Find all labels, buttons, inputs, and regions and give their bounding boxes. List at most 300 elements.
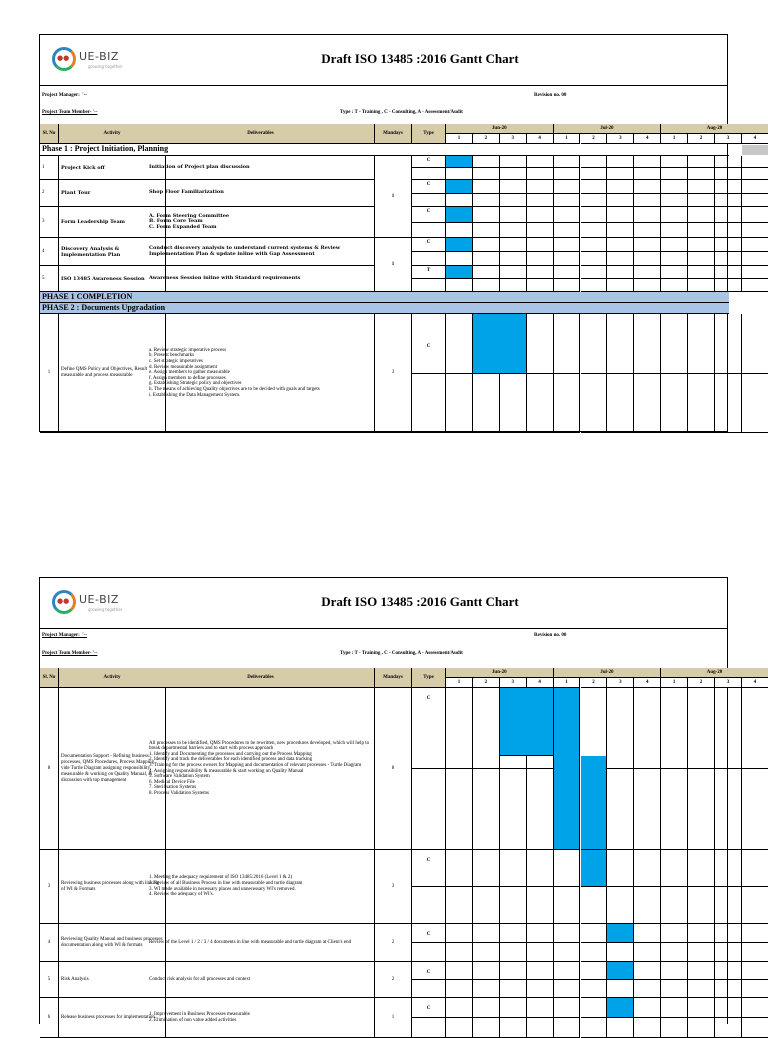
gantt-cell — [500, 194, 527, 208]
week-header: 1 — [446, 678, 473, 688]
gantt-cell — [554, 207, 581, 223]
gantt-cell — [581, 168, 608, 180]
row-mandays: 2 — [375, 962, 412, 998]
gantt-cell — [607, 252, 634, 266]
gantt-cell — [473, 980, 500, 998]
gantt-bar — [607, 924, 634, 943]
gantt-cell — [742, 252, 768, 266]
row-mandays: 1 — [375, 998, 412, 1038]
gantt-cell — [742, 168, 768, 180]
gantt-cell — [554, 156, 581, 168]
gantt-cell — [527, 194, 554, 208]
gantt-cell — [554, 238, 581, 252]
row-deliverables: Initiation of Project plan discussion — [147, 156, 375, 180]
row-deliverables: Shop Floor Familiarization — [147, 180, 375, 207]
gantt-cell — [446, 887, 473, 924]
row-activity: Risk Analysis — [59, 962, 166, 998]
gantt-cell — [715, 769, 742, 850]
row-deliverables: Conduct discovery analysis to understand current systems & Review Implementation Plan & update inline with Gap Assessment — [147, 238, 375, 266]
row-activity: Plant Tour — [59, 180, 166, 207]
row-type: C — [412, 314, 446, 433]
gantt-cell — [715, 252, 742, 266]
gantt-cell — [607, 850, 634, 887]
gantt-cell — [661, 887, 688, 924]
gantt-cell — [688, 1018, 715, 1038]
gantt-bar — [446, 180, 473, 194]
gantt-cell — [634, 266, 661, 279]
gantt-cell — [446, 314, 473, 374]
logo-name: UE-BIZ — [79, 50, 119, 63]
phase-2-title: PHASE 2 : Documents Upgradation — [40, 303, 729, 314]
month-header: Jun-20 — [446, 668, 554, 678]
gantt-bar — [581, 850, 608, 887]
gantt-cell — [527, 374, 554, 434]
week-header: 2 — [688, 678, 715, 688]
week-header: 4 — [527, 678, 554, 688]
gantt-cell — [661, 998, 688, 1018]
row-type: C — [412, 156, 446, 180]
gantt-cell — [581, 252, 608, 266]
gantt-cell — [715, 887, 742, 924]
gantt-cell — [715, 924, 742, 943]
gantt-cell — [715, 207, 742, 223]
gantt-cell — [742, 980, 768, 998]
month-header: Aug-20 — [661, 668, 768, 678]
row-deliverables: Awareness Session inline with Standard requirements — [147, 266, 375, 292]
gantt-cell — [607, 980, 634, 998]
gantt-cell — [634, 850, 661, 887]
gantt-cell — [473, 279, 500, 292]
gantt-cell — [581, 279, 608, 292]
gantt-cell — [688, 980, 715, 998]
gantt-cell — [607, 279, 634, 292]
row-deliverables: 1. Improvement in Business Processes measurable 2. Elimination of non value added activities — [147, 998, 375, 1038]
gantt-cell — [634, 980, 661, 998]
gantt-cell — [688, 223, 715, 239]
gantt-cell — [581, 207, 608, 223]
column-header-deliverables: Deliverables — [147, 124, 375, 144]
gantt-cell — [527, 924, 554, 943]
gantt-cell — [527, 207, 554, 223]
gantt-cell — [715, 194, 742, 208]
gantt-cell — [742, 156, 768, 168]
gantt-cell — [473, 252, 500, 266]
gantt-cell — [554, 223, 581, 239]
project-team: Project Team Member- '-- — [42, 110, 98, 115]
gantt-cell — [715, 998, 742, 1018]
row-number: 2 — [40, 180, 59, 207]
gantt-cell — [500, 924, 527, 943]
gantt-cell — [607, 223, 634, 239]
gantt-cell — [554, 266, 581, 279]
gantt-cell — [500, 156, 527, 168]
gantt-cell — [581, 962, 608, 980]
row-activity: Project Kick off — [59, 156, 166, 180]
row-type: T — [412, 266, 446, 292]
logo-dots-icon: ●● — [57, 54, 70, 62]
gantt-cell — [500, 998, 527, 1018]
column-header-type: Type — [412, 668, 446, 688]
gantt-cell — [554, 1018, 581, 1038]
gantt-cell — [634, 924, 661, 943]
row-activity: Discovery Analysis & Implementation Plan — [59, 238, 166, 266]
row-number: 8 — [40, 688, 59, 850]
gantt-cell — [446, 943, 473, 962]
gantt-cell — [661, 180, 688, 194]
week-header: 4 — [634, 678, 661, 688]
gantt-cell — [661, 279, 688, 292]
gantt-cell — [742, 279, 768, 292]
row-type: C — [412, 998, 446, 1038]
gantt-cell — [446, 194, 473, 208]
gantt-cell — [581, 156, 608, 168]
gantt-cell — [527, 769, 554, 850]
gantt-cell — [446, 252, 473, 266]
gantt-cell — [527, 252, 554, 266]
row-number: 4 — [40, 238, 59, 266]
gantt-cell — [527, 279, 554, 292]
row-activity: Documentation Support - Refining business processes, QMS Procedures, Process Mapping vide Turtle Diagram assigning responsibility, measurable & working on Quality Manual, & discussion with top management — [59, 688, 166, 850]
row-type: C — [412, 850, 446, 924]
gantt-cell — [742, 207, 768, 223]
gantt-cell — [607, 688, 634, 769]
gantt-cell — [634, 374, 661, 434]
gantt-cell — [607, 1018, 634, 1038]
week-header: 4 — [527, 134, 554, 144]
gantt-cell — [634, 223, 661, 239]
sheet-header — [40, 578, 727, 629]
gantt-cell — [742, 194, 768, 208]
gantt-cell — [446, 168, 473, 180]
week-header: 3 — [607, 134, 634, 144]
gantt-cell — [661, 850, 688, 887]
gantt-cell — [688, 156, 715, 168]
gantt-cell — [446, 1018, 473, 1038]
type-split-line — [412, 278, 446, 279]
gantt-cell — [634, 1018, 661, 1038]
gantt-cell — [473, 943, 500, 962]
week-header: 3 — [607, 678, 634, 688]
logo-tagline: growing together — [88, 64, 123, 69]
row-activity: ISO 13485 Awareness Session — [59, 266, 166, 292]
gantt-cell — [527, 962, 554, 980]
gantt-cell — [688, 998, 715, 1018]
gantt-cell — [527, 168, 554, 180]
gantt-cell — [581, 924, 608, 943]
gantt-cell — [661, 980, 688, 998]
gantt-cell — [634, 887, 661, 924]
gantt-cell — [473, 924, 500, 943]
gantt-cell — [607, 168, 634, 180]
gantt-bar — [581, 756, 608, 850]
gantt-cell — [500, 168, 527, 180]
week-header: 3 — [500, 134, 527, 144]
gantt-cell — [742, 924, 768, 943]
gantt-cell — [473, 998, 500, 1018]
row-mandays: 3 — [375, 314, 412, 433]
gantt-cell — [742, 850, 768, 887]
gantt-cell — [554, 998, 581, 1018]
gantt-cell — [554, 980, 581, 998]
type-legend: Type : T - Training , C - Consulting, A - Assessment/Audit — [340, 110, 463, 115]
type-split-line — [412, 979, 446, 980]
gantt-cell — [500, 238, 527, 252]
gantt-cell — [715, 962, 742, 980]
gantt-cell — [473, 769, 500, 850]
gantt-cell — [581, 266, 608, 279]
gantt-cell — [527, 887, 554, 924]
row-deliverables: Conduct risk analysis for all processes and context — [147, 962, 375, 998]
type-split-line — [412, 222, 446, 223]
gantt-cell — [661, 962, 688, 980]
gantt-cell — [581, 238, 608, 252]
type-split-line — [412, 768, 446, 769]
gantt-cell — [634, 279, 661, 292]
row-type: C — [412, 207, 446, 238]
week-header: 2 — [688, 134, 715, 144]
gantt-cell — [554, 252, 581, 266]
week-header: 1 — [446, 134, 473, 144]
gantt-cell — [634, 194, 661, 208]
type-legend: Type : T - Training , C - Consulting, A - Assessment/Audit — [340, 651, 463, 656]
week-header: 4 — [634, 134, 661, 144]
gantt-cell — [500, 252, 527, 266]
gantt-cell — [473, 238, 500, 252]
gantt-cell — [581, 374, 608, 434]
gantt-cell — [607, 314, 634, 374]
gantt-cell — [554, 314, 581, 374]
gantt-cell — [742, 943, 768, 962]
type-split-line — [412, 373, 446, 374]
gantt-cell — [661, 223, 688, 239]
gantt-bar — [446, 207, 473, 223]
gantt-cell — [715, 688, 742, 769]
gantt-cell — [661, 207, 688, 223]
gantt-cell — [715, 374, 742, 434]
gantt-grid-2 — [40, 668, 757, 1025]
gantt-cell — [688, 769, 715, 850]
gantt-cell — [661, 194, 688, 208]
gantt-cell — [473, 266, 500, 279]
type-split-line — [412, 886, 446, 887]
gantt-cell — [500, 962, 527, 980]
gantt-cell — [500, 279, 527, 292]
gantt-cell — [634, 180, 661, 194]
gantt-cell — [446, 769, 473, 850]
week-header: 2 — [581, 134, 608, 144]
gantt-bar — [500, 688, 554, 756]
gantt-cell — [473, 688, 500, 769]
gantt-cell — [473, 194, 500, 208]
gantt-cell — [500, 850, 527, 887]
gantt-cell — [742, 688, 768, 769]
gantt-cell — [607, 887, 634, 924]
type-split-line — [412, 193, 446, 194]
gantt-cell — [554, 180, 581, 194]
gantt-cell — [715, 943, 742, 962]
gantt-cell — [742, 769, 768, 850]
gantt-cell — [688, 962, 715, 980]
gantt-bar — [446, 156, 473, 168]
week-header: 3 — [715, 134, 742, 144]
gantt-cell — [742, 1018, 768, 1038]
row-deliverables: Review of the Level 1 / 2 / 3 / 4 documents in line with measurable and turtle diagram at Client's end — [147, 924, 375, 962]
gantt-cell — [500, 374, 527, 434]
gantt-cell — [661, 266, 688, 279]
gantt-cell — [607, 207, 634, 223]
gantt-cell — [688, 194, 715, 208]
gantt-cell — [715, 980, 742, 998]
row-number: 6 — [40, 998, 59, 1038]
column-header-activity: Activity — [59, 668, 166, 688]
gantt-cell — [742, 238, 768, 252]
phase-1-title: Phase 1 : Project Initiation, Planning — [40, 144, 729, 156]
gantt-cell — [527, 943, 554, 962]
gantt-cell — [742, 314, 768, 374]
gantt-cell — [634, 769, 661, 850]
gantt-cell — [473, 850, 500, 887]
gantt-cell — [527, 314, 554, 374]
column-header-deliverables: Deliverables — [147, 668, 375, 688]
row-number: 1 — [40, 156, 59, 180]
gantt-cell — [688, 943, 715, 962]
week-header: 1 — [554, 678, 581, 688]
gantt-cell — [446, 688, 473, 769]
gantt-cell — [500, 769, 527, 850]
gantt-cell — [527, 980, 554, 998]
gantt-cell — [527, 998, 554, 1018]
gantt-cell — [581, 998, 608, 1018]
gantt-cell — [500, 943, 527, 962]
gantt-bar — [446, 266, 473, 279]
gantt-cell — [634, 998, 661, 1018]
gantt-cell — [554, 850, 581, 887]
gantt-cell — [634, 168, 661, 180]
week-header: 4 — [742, 678, 768, 688]
gantt-cell — [554, 168, 581, 180]
gantt-cell — [554, 962, 581, 980]
row-activity: Form Leadership Team — [59, 207, 166, 238]
project-manager: Project Manager: '-- — [42, 93, 88, 98]
gantt-cell — [607, 156, 634, 168]
gantt-cell — [715, 238, 742, 252]
gantt-cell — [473, 223, 500, 239]
column-header-mandays: Mandays — [375, 124, 412, 144]
logo-tagline: growing together — [88, 607, 123, 612]
gantt-cell — [661, 252, 688, 266]
gantt-cell — [500, 887, 527, 924]
gantt-cell — [446, 374, 473, 434]
row-number: 1 — [40, 314, 59, 433]
gantt-cell — [688, 266, 715, 279]
gantt-cell — [634, 156, 661, 168]
gantt-cell — [446, 850, 473, 887]
row-deliverables: 1. Meeting the adequacy requirement of ISO 13485:2016 (Level 1 & 2) 2. Review of all Business Process in line with measurable and turtle diagram 3. WI made available in necessary places and unnecessary WI's removed. 4. Review the adequacy of WI's. — [147, 850, 375, 924]
gantt-cell — [446, 279, 473, 292]
phase-1-completion: PHASE 1 COMPLETION — [40, 292, 729, 303]
gantt-cell — [634, 207, 661, 223]
gantt-cell — [500, 223, 527, 239]
mandays-group-2: 1 — [375, 238, 412, 292]
gantt-cell — [661, 168, 688, 180]
gantt-cell — [661, 314, 688, 374]
gantt-cell — [715, 279, 742, 292]
revision-number: Revision no. 00 — [534, 93, 567, 98]
gantt-cell — [581, 980, 608, 998]
week-header: 1 — [661, 134, 688, 144]
row-deliverables: A. Form Steering Committee B. Form Core Team C. Form Expanded Team — [147, 207, 375, 238]
row-deliverables: All processes to be identified, QMS Procedures to be rewritten, new procedures developed, which will help to break departmental barriers and to start with process approach 1. Identify and Documenting the processes and carrying out the Process Mapping 2. Identify and track the deliverables for each identified process and data tracking 3. Training for the process owners for Mapping and documentation of relevant processes - Turtle Diagram 4. Assigning responsibility & measurable & start working on Quality Manual 5. Software Validation System 6. Medical Device File 7. Sterilisation Systems 8. Process Validation Systems — [147, 688, 375, 850]
gantt-cell — [581, 1018, 608, 1038]
gantt-cell — [581, 194, 608, 208]
row-activity: Reviewing Quality Manual and business processes documentation along with WI & formats — [59, 924, 166, 962]
gantt-grid-1 — [40, 124, 757, 433]
gantt-cell — [715, 850, 742, 887]
week-header: 2 — [473, 678, 500, 688]
row-activity: Reviewing business processes along with linking of WI & Formats — [59, 850, 166, 924]
week-header: 3 — [500, 678, 527, 688]
gantt-cell — [634, 252, 661, 266]
gantt-cell — [500, 180, 527, 194]
row-mandays: 8 — [375, 688, 412, 850]
column-header-mandays: Mandays — [375, 668, 412, 688]
gantt-cell — [688, 168, 715, 180]
row-type: C — [412, 924, 446, 962]
gantt-cell — [554, 943, 581, 962]
gantt-cell — [688, 314, 715, 374]
gantt-cell — [527, 266, 554, 279]
gantt-cell — [607, 769, 634, 850]
gantt-cell — [742, 887, 768, 924]
row-number: 5 — [40, 266, 59, 292]
gantt-cell — [500, 266, 527, 279]
row-type: C — [412, 180, 446, 207]
gantt-cell — [607, 943, 634, 962]
gantt-bar — [607, 998, 634, 1018]
gantt-cell — [473, 168, 500, 180]
gantt-cell — [473, 207, 500, 223]
gantt-cell — [446, 998, 473, 1018]
gantt-cell — [715, 266, 742, 279]
logo-dots-icon: ●● — [57, 597, 70, 605]
sheet-header — [40, 35, 727, 86]
row-type: C — [412, 238, 446, 266]
gantt-cell — [634, 943, 661, 962]
gantt-cell — [688, 279, 715, 292]
week-header: 1 — [661, 678, 688, 688]
gantt-cell — [634, 314, 661, 374]
company-logo — [52, 45, 132, 75]
week-header: 1 — [554, 134, 581, 144]
week-header: 3 — [715, 678, 742, 688]
gantt-cell — [661, 238, 688, 252]
gantt-cell — [473, 156, 500, 168]
phase-grey-block — [742, 145, 768, 155]
type-split-line — [412, 1017, 446, 1018]
gantt-bar — [607, 962, 634, 980]
gantt-cell — [581, 180, 608, 194]
gantt-cell — [446, 223, 473, 239]
column-header-slno: Sl. No — [40, 124, 59, 144]
month-header: Aug-20 — [661, 124, 768, 134]
gantt-cell — [742, 374, 768, 434]
gantt-cell — [527, 180, 554, 194]
gantt-cell — [661, 374, 688, 434]
gantt-cell — [634, 962, 661, 980]
gantt-cell — [473, 1018, 500, 1038]
gantt-bar — [554, 688, 581, 850]
gantt-cell — [527, 238, 554, 252]
